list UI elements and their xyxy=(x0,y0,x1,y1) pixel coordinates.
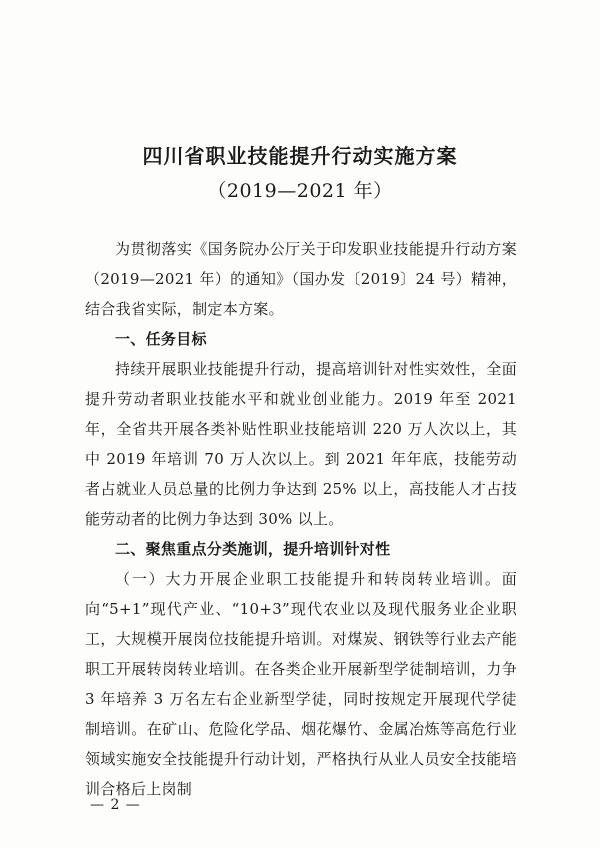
training-paragraph: （一）大力开展企业职工技能提升和转岗转业培训。面向“5+1”现代产业、“10+3”现代农业以及现代服务业企业职工，大规模开展岗位技能提升培训。对煤炭、钢铁等行业去产能职工开展转岗转业培训。在各类企业开展新型学徒制培训，力争 3 年培养 3 万名左右企业新型学徒，同时按规定开展现代学徒制培训。在矿山、危险化学品、烟花爆竹、金属冶炼等高危行业领域实施安全技能提升行动计划，严格执行从业人员安全技能培训合格后上岗制 xyxy=(85,570,517,798)
page-number: — 2 — xyxy=(90,797,141,813)
section-heading-training: 二、聚焦重点分类施训，提升培训针对性 xyxy=(115,540,391,558)
document-subtitle: （2019—2021 年） xyxy=(207,180,393,202)
goals-paragraph: 持续开展职业技能提升行动，提高培训针对性实效性，全面提升劳动者职业技能水平和就业创业能力。2019 年至 2021 年，全省共开展各类补贴性职业技能培训 220 万人次以上，其中 2019 年培训 70 万人次以上。到 2021 年年底，技能劳动者占就业人员总量的比例力争达到 25% 以上，高技能人才占技能劳动者的比例力争达到 30% 以上。 xyxy=(85,360,517,528)
document-body xyxy=(85,234,517,804)
intro-paragraph: 为贯彻落实《国务院办公厅关于印发职业技能提升行动方案（2019—2021 年）的通知》（国办发〔2019〕24 号）精神，结合我省实际，制定本方案。 xyxy=(85,240,517,318)
document-title: 四川省职业技能提升行动实施方案 xyxy=(142,144,458,168)
section-heading-goals: 一、任务目标 xyxy=(115,330,207,348)
